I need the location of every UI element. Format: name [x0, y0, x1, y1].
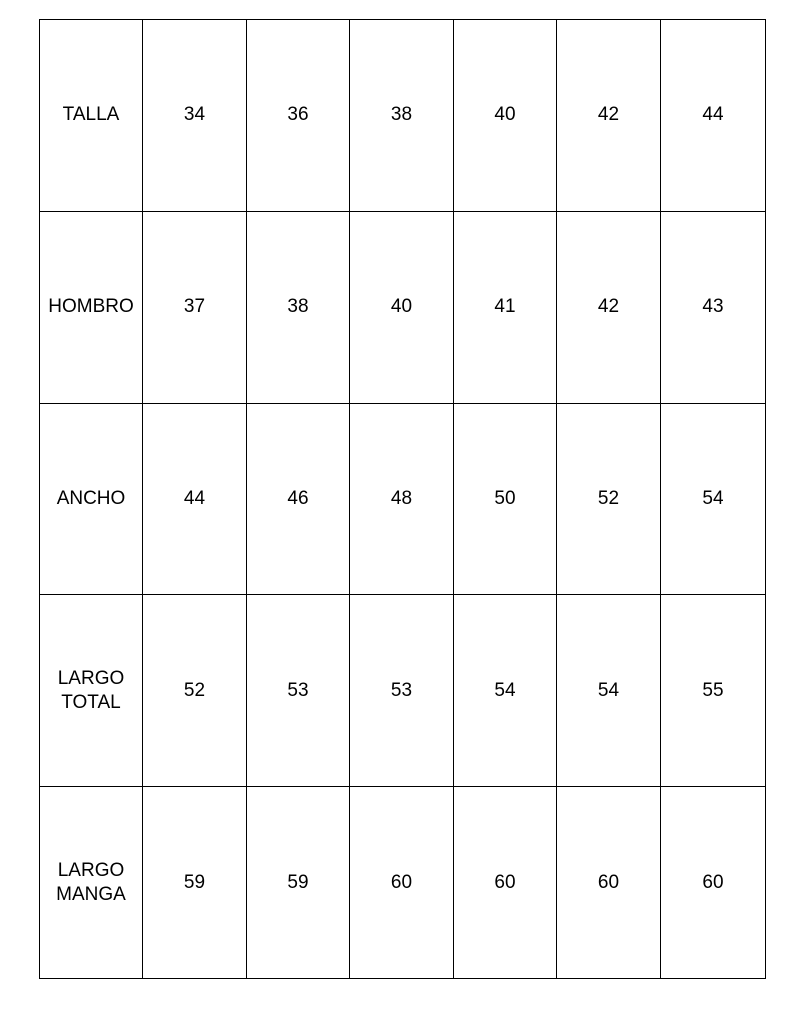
table-row-largo-total: [40, 595, 766, 787]
table-cell: 54: [661, 403, 766, 595]
table-cell: 55: [661, 595, 766, 787]
table-cell: 53: [247, 595, 350, 787]
table-cell: 50: [454, 403, 557, 595]
table-row-hombro: [40, 211, 766, 403]
row-label-hombro: HOMBRO: [40, 211, 143, 403]
table-cell: 60: [454, 787, 557, 979]
table-cell: 42: [557, 20, 661, 212]
table-cell: 48: [350, 403, 454, 595]
table-cell: 54: [557, 595, 661, 787]
table-row-talla: [40, 20, 766, 212]
table-cell: 37: [143, 211, 247, 403]
table-cell: 41: [454, 211, 557, 403]
table-cell: 60: [557, 787, 661, 979]
table-cell: 59: [143, 787, 247, 979]
table-cell: 38: [247, 211, 350, 403]
table-cell: 42: [557, 211, 661, 403]
table-row-largo-manga: [40, 787, 766, 979]
table-cell: 60: [661, 787, 766, 979]
table-cell: 46: [247, 403, 350, 595]
table-cell: 53: [350, 595, 454, 787]
table-row-ancho: [40, 403, 766, 595]
row-label-largo-total: LARGO TOTAL: [40, 595, 143, 787]
table-cell: 52: [143, 595, 247, 787]
table-cell: 40: [454, 20, 557, 212]
table-cell: 60: [350, 787, 454, 979]
table-cell: 36: [247, 20, 350, 212]
table-cell: 43: [661, 211, 766, 403]
table-cell: 34: [143, 20, 247, 212]
table-cell: 59: [247, 787, 350, 979]
table-cell: 44: [661, 20, 766, 212]
table-cell: 44: [143, 403, 247, 595]
row-label-ancho: ANCHO: [40, 403, 143, 595]
table-cell: 54: [454, 595, 557, 787]
row-label-talla: TALLA: [40, 20, 143, 212]
table-cell: 40: [350, 211, 454, 403]
table-cell: 38: [350, 20, 454, 212]
table-cell: 52: [557, 403, 661, 595]
size-chart-table: [39, 19, 766, 979]
row-label-largo-manga: LARGO MANGA: [40, 787, 143, 979]
